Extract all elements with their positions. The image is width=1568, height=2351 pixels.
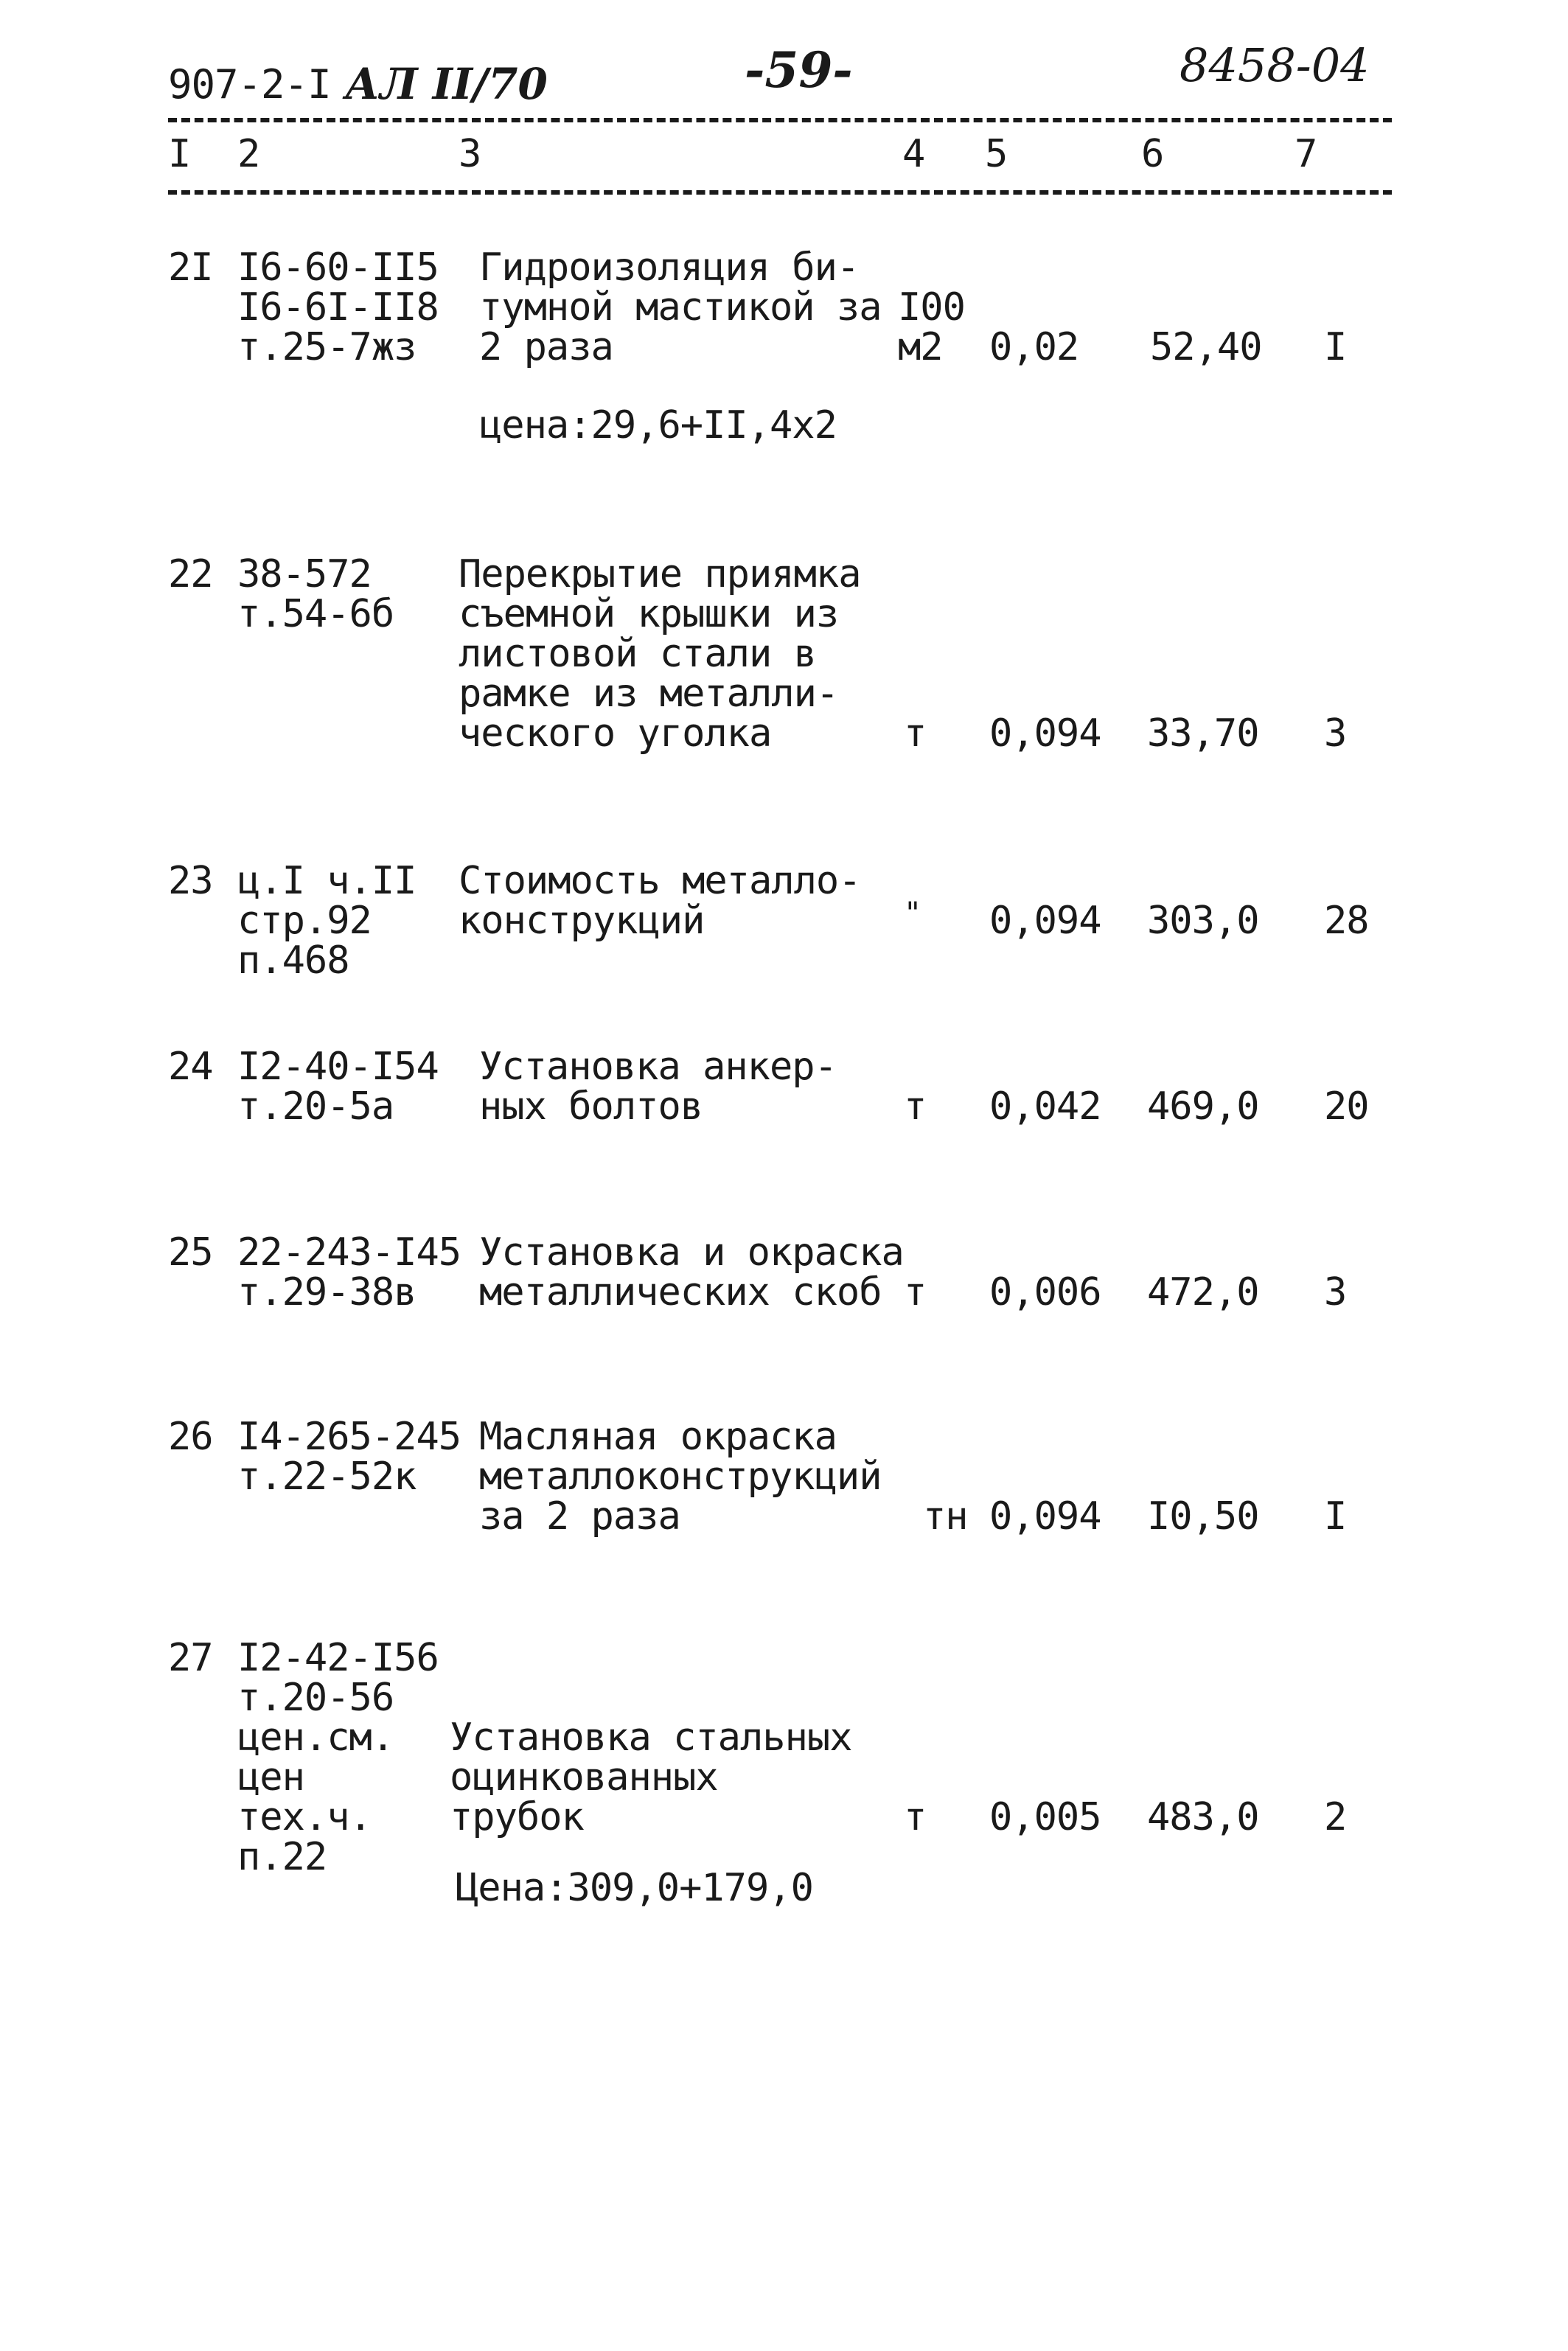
- row-price: 483,0: [1147, 1795, 1259, 1839]
- row-price: 52,40: [1150, 325, 1262, 369]
- column-header: 5: [985, 132, 1008, 176]
- column-header: 4: [902, 132, 925, 176]
- row-unit: т: [904, 711, 927, 756]
- row-reference: 22-243-I45 т.29-38в: [237, 1230, 461, 1314]
- row-total: 2: [1324, 1795, 1347, 1839]
- row-description: Установка анкер- ных болтов: [479, 1045, 837, 1129]
- row-price: 472,0: [1147, 1270, 1259, 1314]
- column-header: I: [168, 132, 191, 176]
- row-reference: I2-40-I54 т.20-5а: [237, 1045, 439, 1129]
- header-top-rule: [168, 118, 1392, 122]
- column-header: 3: [459, 132, 481, 176]
- row-total: 28: [1324, 899, 1369, 943]
- row-description: Гидроизоляция би- тумной мастикой за 2 раза: [479, 245, 882, 369]
- row-price-note: цена:29,6+II,4х2: [479, 403, 837, 447]
- row-price: 303,0: [1147, 899, 1259, 943]
- document-number: 8458-04: [1180, 38, 1370, 92]
- row-reference: I2-42-I56 т.20-56 цен.см. цен тех.ч. п.22: [237, 1636, 439, 1879]
- row-description: Установка стальных оцинкованных трубок: [450, 1716, 852, 1839]
- row-unit: тн: [923, 1494, 968, 1539]
- row-number: 24: [168, 1045, 213, 1089]
- row-description: Установка и окраска металлических скоб: [479, 1230, 904, 1314]
- project-code-handwritten: АЛ II/70: [345, 59, 548, 109]
- row-reference: 38-572 т.54-6б: [237, 552, 394, 636]
- row-price: I0,50: [1147, 1494, 1259, 1539]
- row-unit: т: [904, 1270, 927, 1314]
- row-unit: т: [904, 1084, 927, 1129]
- row-number: 27: [168, 1636, 213, 1680]
- row-quantity: 0,006: [989, 1270, 1101, 1314]
- row-unit: т: [904, 1795, 927, 1839]
- row-reference: I6-60-II5 I6-6I-II8 т.25-7жз: [237, 245, 439, 369]
- row-number: 2I: [168, 245, 213, 290]
- column-header: 6: [1141, 132, 1164, 176]
- row-quantity: 0,094: [989, 1494, 1101, 1539]
- row-unit: I00 м2: [898, 285, 965, 369]
- column-header: 7: [1295, 132, 1317, 176]
- column-header: 2: [237, 132, 260, 176]
- row-number: 23: [168, 859, 213, 903]
- row-price-note: Цена:309,0+179,0: [456, 1866, 813, 1910]
- row-unit: ": [904, 896, 921, 930]
- row-total: I: [1324, 325, 1347, 369]
- row-description: Стоимость металло- конструкций: [459, 859, 861, 943]
- row-total: I: [1324, 1494, 1347, 1539]
- row-number: 25: [168, 1230, 213, 1275]
- row-price: 33,70: [1147, 711, 1259, 756]
- header-bottom-rule: [168, 190, 1392, 195]
- row-total: 3: [1324, 1270, 1347, 1314]
- row-reference: ц.I ч.II стр.92 п.468: [237, 859, 417, 983]
- row-total: 20: [1324, 1084, 1369, 1129]
- row-quantity: 0,042: [989, 1084, 1101, 1129]
- row-total: 3: [1324, 711, 1347, 756]
- row-quantity: 0,094: [989, 899, 1101, 943]
- page-number: -59-: [745, 41, 853, 99]
- row-number: 22: [168, 552, 213, 596]
- row-description: Перекрытие приямка съемной крышки из листовой стали в рамке из металли- ческого уголка: [459, 552, 861, 756]
- row-number: 26: [168, 1415, 213, 1459]
- row-description: Масляная окраска металлоконструкций за 2 раза: [479, 1415, 882, 1539]
- row-price: 469,0: [1147, 1084, 1259, 1129]
- project-code: 907-2-I: [168, 61, 331, 108]
- row-quantity: 0,094: [989, 711, 1101, 756]
- row-reference: I4-265-245 т.22-52к: [237, 1415, 461, 1499]
- row-quantity: 0,005: [989, 1795, 1101, 1839]
- row-quantity: 0,02: [989, 325, 1079, 369]
